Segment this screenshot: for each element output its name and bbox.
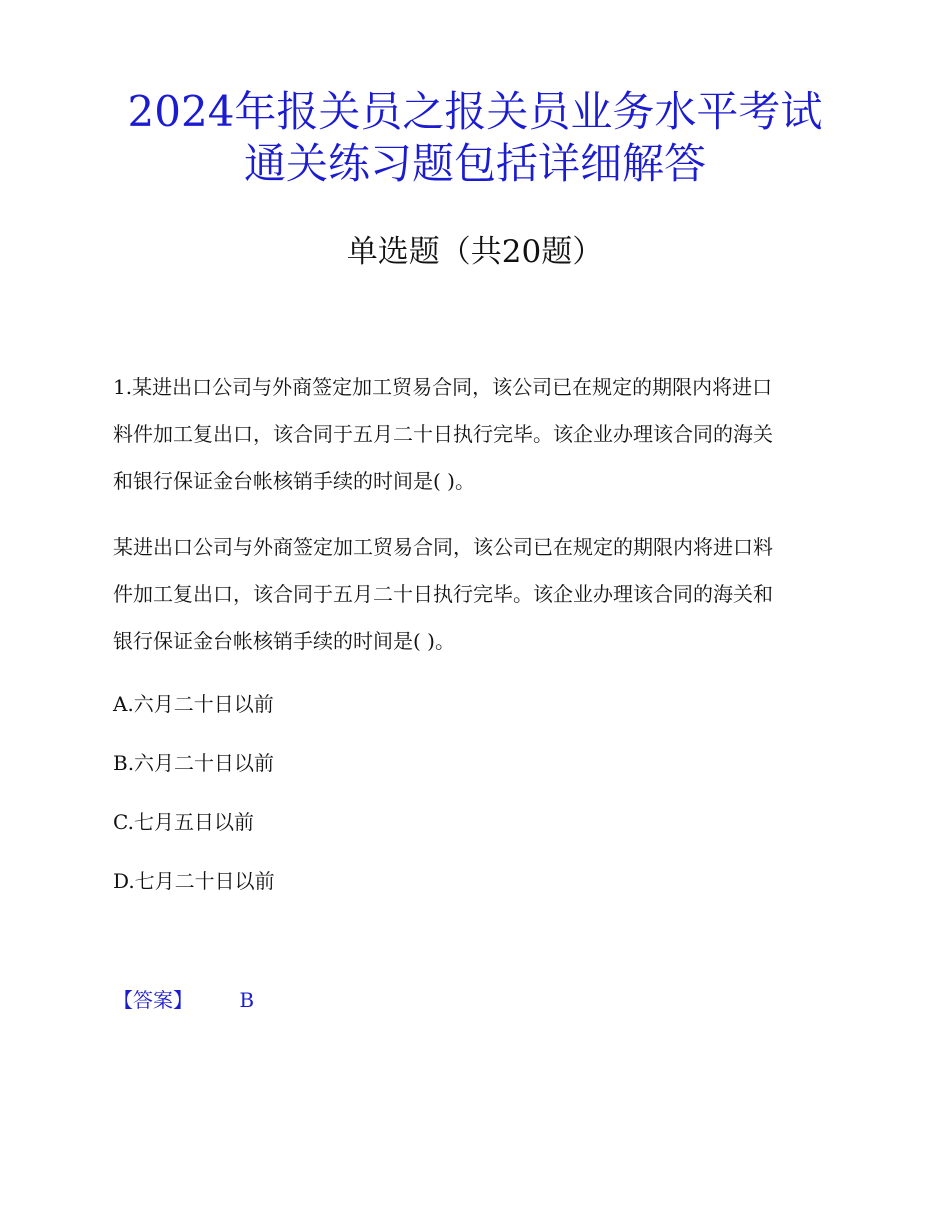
answer-value: B bbox=[239, 988, 255, 1012]
question-stem-line-1: 1.某进出口公司与外商签定加工贸易合同，该公司已在规定的期限内将进口 bbox=[113, 375, 773, 399]
option-b: B.六月二十日以前 bbox=[113, 751, 275, 775]
title-line-1: 2024年报关员之报关员业务水平考试 bbox=[127, 87, 823, 136]
question-repeat-line-3: 银行保证金台帐核销手续的时间是( )。 bbox=[113, 629, 455, 653]
question-stem-line-2: 料件加工复出口，该合同于五月二十日执行完毕。该企业办理该合同的海关 bbox=[113, 422, 773, 446]
answer-row bbox=[113, 985, 254, 1015]
question-repeat-line-1: 某进出口公司与外商签定加工贸易合同，该公司已在规定的期限内将进口料 bbox=[113, 535, 773, 559]
question-repeat-line-2: 件加工复出口，该合同于五月二十日执行完毕。该企业办理该合同的海关和 bbox=[113, 582, 773, 606]
option-c: C.七月五日以前 bbox=[113, 810, 254, 834]
answer-label: 【答案】 bbox=[113, 988, 193, 1012]
question-stem bbox=[113, 364, 843, 505]
question-stem-repeat bbox=[113, 524, 843, 665]
option-a: A.六月二十日以前 bbox=[113, 692, 274, 716]
title-line-2: 通关练习题包括详细解答 bbox=[243, 139, 706, 188]
section-heading: 单选题（共20题） bbox=[346, 234, 604, 270]
option-d: D.七月二十日以前 bbox=[113, 869, 275, 893]
document-title bbox=[60, 86, 890, 190]
question-stem-line-3: 和银行保证金台帐核销手续的时间是( )。 bbox=[113, 469, 475, 493]
